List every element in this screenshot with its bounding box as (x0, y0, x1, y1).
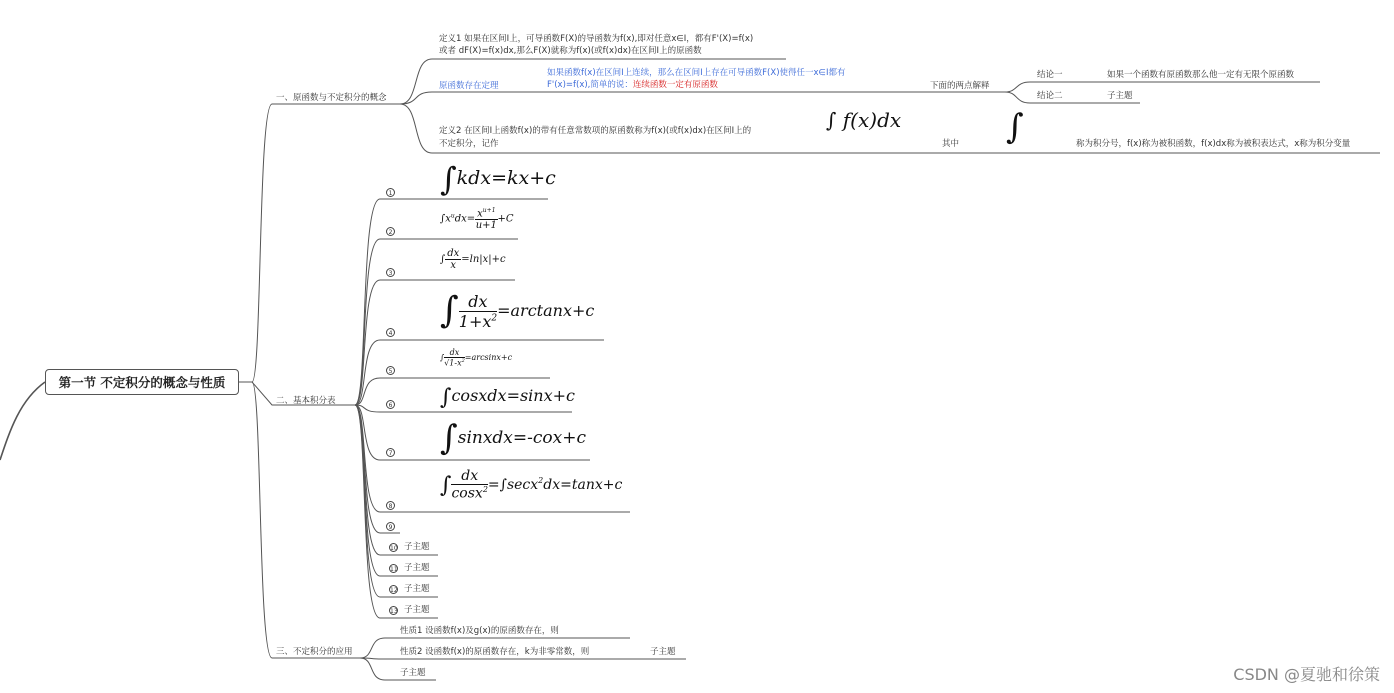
property1[interactable]: 性质1 设函数f(x)及g(x)的原函数存在，则 (400, 626, 559, 636)
branch-application-title[interactable]: 三、不定积分的应用 (276, 647, 353, 657)
property2-subtopic[interactable]: 子主题 (650, 647, 676, 657)
formula-arctan[interactable]: ∫ $\frac{dx}{1+x^2}$ =arctanx+c (440, 290, 595, 331)
item-number-badge: 8 (386, 501, 395, 510)
formula-sec[interactable]: ∫ $\frac{dx}{\cos x^2}$ =∫secx$^2$dx=tanx+c (440, 468, 623, 502)
item-number-badge: 9 (386, 522, 395, 531)
item-number-badge: 13 (390, 608, 398, 615)
conclusion2-text[interactable]: 子主题 (1107, 91, 1133, 101)
property2[interactable]: 性质2 设函数f(x)的原函数存在，k为非零常数，则 (400, 647, 590, 657)
theorem-line1[interactable]: 如果函数f(x)在区间I上连续，那么在区间I上存在可导函数F(X)使得任一x∈I都有 (547, 68, 846, 78)
branch-concept-title[interactable]: 一、原函数与不定积分的概念 (276, 93, 387, 103)
item-number-badge: 6 (386, 400, 395, 409)
root-topic[interactable]: 第一节 不定积分的概念与性质 (45, 369, 239, 395)
integral-sign-icon: ∫ (1006, 107, 1024, 147)
formula-constant[interactable]: ∫kdx=kx+c (440, 160, 556, 198)
subtopic[interactable]: 子主题 (400, 668, 426, 678)
item-number-badge: 12 (390, 587, 398, 594)
item-number-badge: 4 (386, 328, 395, 337)
explain-label[interactable]: 下面的两点解释 (930, 81, 990, 91)
theorem-line2[interactable] (547, 80, 718, 91)
definition2-line1[interactable]: 定义2 在区间I上函数f(x)的带有任意常数项的原函数称为f(x)(或f(x)dx)在区间I上的 (439, 126, 752, 136)
subtopic[interactable]: 子主题 (404, 563, 430, 573)
where-label[interactable]: 其中 (942, 139, 960, 149)
item-number-badge: 2 (386, 227, 395, 236)
watermark: CSDN @夏驰和徐策 (1233, 665, 1380, 684)
formula-reciprocal[interactable]: ∫ $\frac{dx}{x}$ =ln|x|+c (440, 248, 506, 271)
definition1-line1[interactable]: 定义1 如果在区间I上，可导函数F(X)的导函数为f(x),即对任意x∈I，都有F'(X)=f(x) (439, 34, 754, 44)
formula-cos[interactable]: ∫cosxdx=sinx+c (440, 385, 575, 410)
item-number-badge: 11 (390, 566, 398, 573)
conclusion1-label[interactable]: 结论一 (1037, 70, 1063, 80)
subtopic[interactable]: 子主题 (404, 584, 430, 594)
definition2-line2[interactable]: 不定积分，记作 (439, 139, 499, 149)
definition1-line2[interactable]: 或者 dF(X)=f(x)dx,那么F(X)就称为f(x)(或f(x)dx)在区间I上的原函数 (439, 46, 702, 56)
conclusion2-label[interactable]: 结论二 (1037, 91, 1063, 101)
item-number-badge: 1 (386, 188, 395, 197)
formula-arcsin[interactable]: ∫ $\frac{dx}{√1-x^2}$ =arcsinx+c (440, 348, 513, 368)
subtopic[interactable]: 子主题 (404, 542, 430, 552)
theorem-title[interactable]: 原函数存在定理 (439, 81, 499, 91)
subtopic[interactable]: 子主题 (404, 605, 430, 615)
branch-table-title[interactable]: 二、基本积分表 (276, 396, 336, 406)
item-number-badge: 10 (390, 545, 398, 552)
item-number-badge: 3 (386, 268, 395, 277)
where-text[interactable]: 称为积分号，f(x)称为被积函数，f(x)dx称为被积表达式，x称为积分变量 (1076, 139, 1351, 149)
item-number-badge: 7 (386, 448, 395, 457)
formula-sin[interactable]: ∫sinxdx=-cox+c (440, 418, 586, 458)
theorem-highlight: 连续函数一定有原函数 (632, 80, 718, 90)
definition2-formula: ∫ f(x)dx (826, 108, 902, 132)
formula-power[interactable]: $\int x^udx=$ $\frac{x^{u+1}}{u+1}$ +C (440, 207, 514, 232)
item-number-badge: 5 (386, 366, 395, 375)
theorem-line2a: F'(x)=f(x),简单的说： (547, 80, 633, 90)
conclusion1-text[interactable]: 如果一个函数有原函数那么他一定有无限个原函数 (1107, 70, 1295, 80)
